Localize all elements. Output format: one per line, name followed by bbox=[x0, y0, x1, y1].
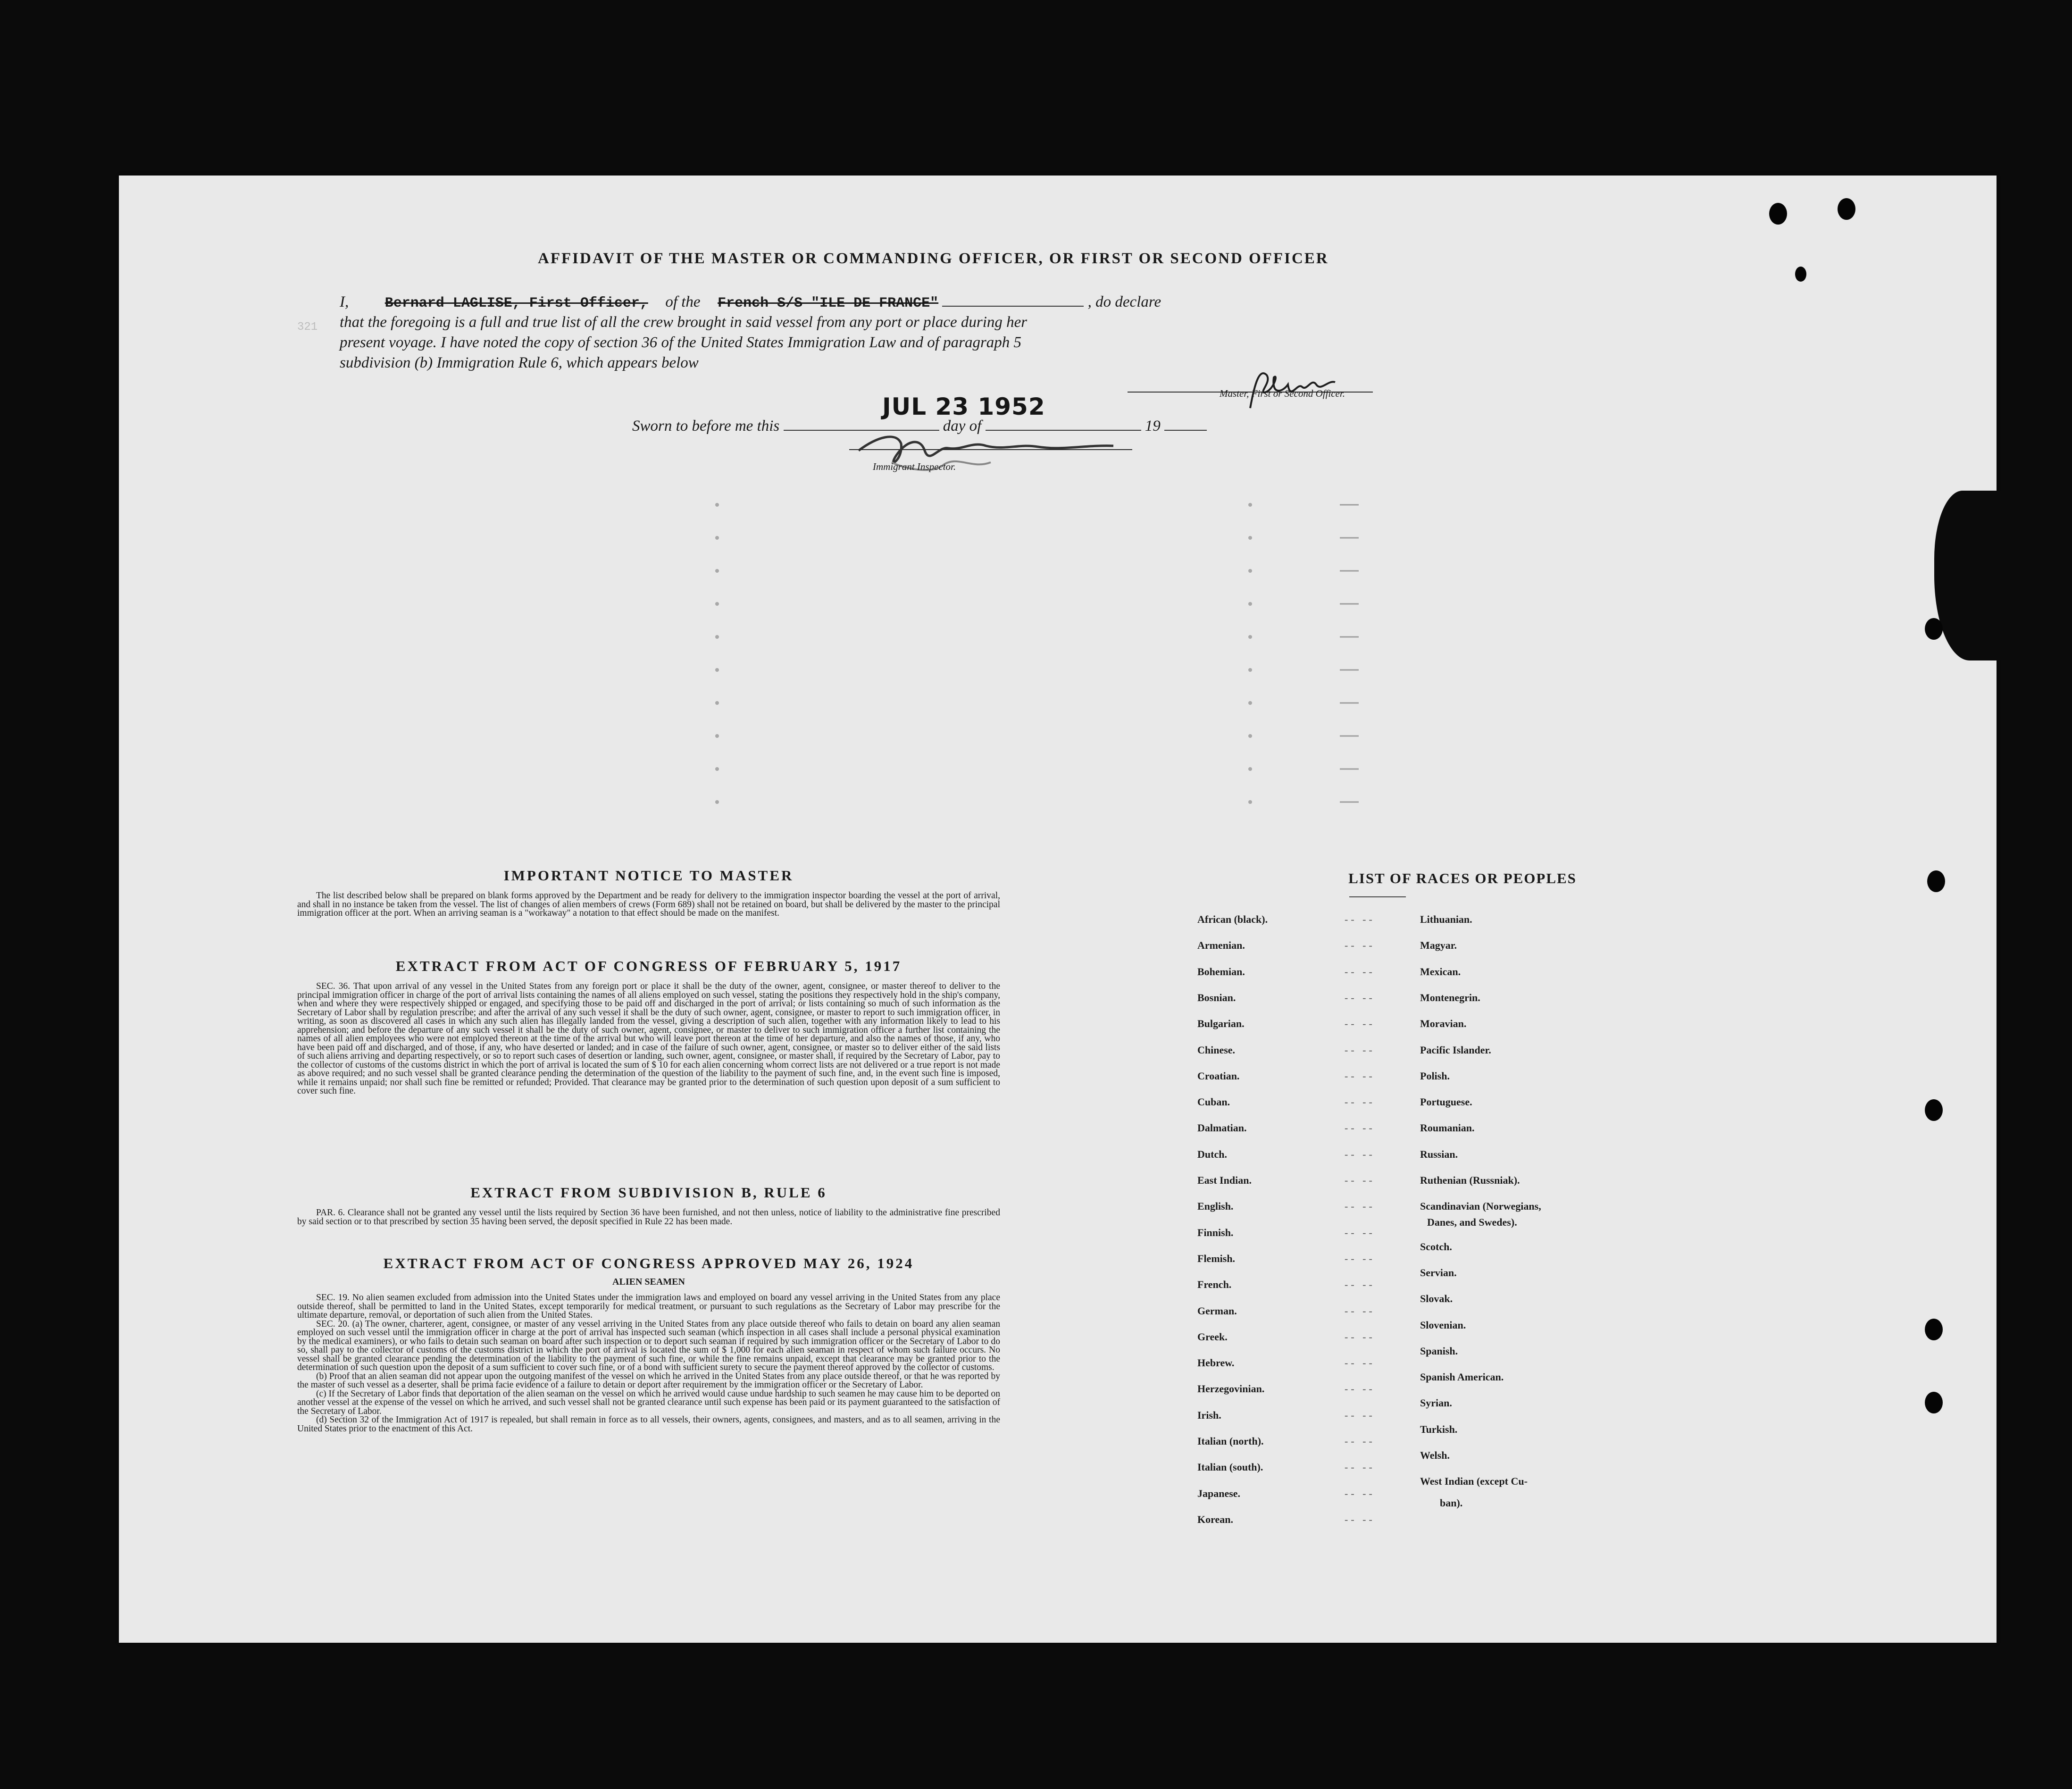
race-item-left: Bulgarian. bbox=[1197, 1018, 1245, 1030]
bleed-through-marks bbox=[708, 500, 1415, 830]
extract-1924-body bbox=[297, 1294, 1000, 1433]
date-stamp: JUL 23 1952 bbox=[882, 393, 1045, 420]
binder-hole bbox=[1925, 618, 1943, 640]
affidavit-line-3: present voyage. I have noted the copy of section 36 of the United States Immigration Law and of paragraph 5 bbox=[340, 334, 1022, 351]
race-item-left: Dutch. bbox=[1197, 1148, 1227, 1160]
race-item-left: Flemish. bbox=[1197, 1252, 1236, 1264]
notice-text: The list described below shall be prepared on blank forms approved by the Department and be ready for delivery to the immigration inspector boarding the vessel at the port of arrival, and shall in no instance be taken from the vessel. The list of changes of alien members of crews (Form 689) shall not be retained on board, but shall be delivered by the master to the principal immigration officer at the port. When an arriving seaman is a "workaway" a notation to that effect should be made on the manifest. bbox=[297, 891, 1000, 918]
race-item-left: Cuban. bbox=[1197, 1096, 1230, 1108]
race-item-right: Servian. bbox=[1420, 1266, 1457, 1279]
extract-1924-title: EXTRACT FROM ACT OF CONGRESS APPROVED MAY 26, 1924 bbox=[383, 1255, 914, 1271]
race-item-right: Ruthenian (Russniak). bbox=[1420, 1174, 1520, 1186]
affidavit-line-2: that the foregoing is a full and true list of all the crew brought in said vessel from any port or place during her bbox=[340, 314, 1028, 331]
race-item-right: Lithuanian. bbox=[1420, 913, 1472, 925]
race-item-right: Montenegrin. bbox=[1420, 991, 1480, 1003]
affidavit-declare: , do declare bbox=[1087, 293, 1161, 310]
day-of-text: day of bbox=[943, 418, 982, 435]
binder-hole bbox=[1925, 1392, 1943, 1413]
race-item-right: Slovenian. bbox=[1420, 1319, 1466, 1331]
race-item-right: Spanish. bbox=[1420, 1345, 1458, 1357]
binder-hole bbox=[1795, 267, 1806, 282]
race-dash: -- -- bbox=[1345, 965, 1375, 978]
race-dash: -- -- bbox=[1345, 1409, 1375, 1421]
sworn-text: Sworn to before me this bbox=[632, 418, 780, 435]
sec-20d-text: (d) Section 32 of the Immigration Act of 1917 is repealed, but shall remain in force as to all vessels, their owners, agents, consignees, and masters, and as to all seamen, arriving in the United States prior to the enactment of this Act. bbox=[297, 1415, 1000, 1434]
race-dash: -- -- bbox=[1345, 1174, 1375, 1186]
race-item-right: Roumanian. bbox=[1420, 1122, 1475, 1134]
race-dash: -- -- bbox=[1345, 1226, 1375, 1238]
year-prefix: 19 bbox=[1145, 418, 1161, 435]
race-item-left: Hebrew. bbox=[1197, 1357, 1235, 1369]
race-dash: -- -- bbox=[1345, 991, 1375, 1003]
race-dash: -- -- bbox=[1345, 1304, 1375, 1317]
race-item-right: Scandinavian (Norwegians, bbox=[1420, 1200, 1541, 1212]
race-item-right: Moravian. bbox=[1420, 1018, 1467, 1030]
sec-20a-text: SEC. 20. (a) The owner, charterer, agent, consignee, or master of any vessel arriving in the United States from any place outside thereof who fails to detain on board any alien seaman employed on such vessel until the immigration officer in charge at the port of arrival has inspected such seaman (which inspection in all cases shall include a personal physical examination by the medical examiners), or who fails to detain such seaman on board after such inspection or to deport such seaman if required by such immigration officer or the Secretary of Labor to do so, shall pay to the collector of customs of the customs district in which the port of arrival is located the sum of $ 1,000 for each alien seaman in respect of whom such failure occurs. No vessel shall be granted clearance pending the determination of the liability to the payment of such fine, or while the fine remains unpaid, except that clearance may be granted prior to the determination of such question upon the deposit of a sum sufficient to cover such fine, or of a bond with sufficient surety to secure the payment thereof approved by the collector of customs. bbox=[297, 1319, 1000, 1372]
race-item-left: Italian (south). bbox=[1197, 1461, 1263, 1473]
race-dash: -- -- bbox=[1345, 1383, 1375, 1395]
race-item-left: German. bbox=[1197, 1304, 1237, 1317]
subdivision-text: PAR. 6. Clearance shall not be granted any vessel until the lists required by Section 36 have been furnished, and not then unless, notice of liability to the administrative fine prescribed by said section or to that prescribed by section 35 having been served, the deposit specified in Rule 22 has been made. bbox=[297, 1208, 1000, 1227]
races-title: LIST OF RACES OR PEOPLES bbox=[1348, 870, 1577, 886]
affidavit-i: I, bbox=[340, 293, 349, 310]
race-item-right: Scotch. bbox=[1420, 1240, 1452, 1253]
race-dash: -- -- bbox=[1345, 1435, 1375, 1447]
race-dash: -- -- bbox=[1345, 939, 1375, 952]
inspector-label: Immigrant Inspector. bbox=[873, 461, 956, 472]
extract-1924-subtitle: ALIEN SEAMEN bbox=[612, 1277, 685, 1287]
officer-name: Bernard LAGLISE, First Officer, bbox=[384, 295, 648, 311]
race-item-left: Herzegovinian. bbox=[1197, 1383, 1265, 1395]
race-dash: -- -- bbox=[1345, 1461, 1375, 1473]
race-item-right: Polish. bbox=[1420, 1070, 1450, 1082]
sec-20c-text: (c) If the Secretary of Labor finds that deportation of the alien seaman on the vessel on which he arrived would cause undue hardship to such seamen he may cause him to be deported on another vessel at the expense of the vessel on which he arrived, and such vessel shall not be granted clearance until such expense has been paid or its payment guaranteed to the satisfaction of the Secretary of Labor. bbox=[297, 1388, 1000, 1416]
race-dash: -- -- bbox=[1345, 1122, 1375, 1134]
race-item-right: Russian. bbox=[1420, 1148, 1458, 1160]
race-dash: -- -- bbox=[1345, 1252, 1375, 1264]
binder-hole bbox=[1925, 1319, 1943, 1340]
inspector-signature bbox=[849, 418, 1132, 488]
race-dash: -- -- bbox=[1345, 1487, 1375, 1499]
race-dash: -- -- bbox=[1345, 913, 1375, 925]
binder-hole bbox=[1927, 870, 1945, 892]
race-item-right: Pacific Islander. bbox=[1420, 1044, 1491, 1056]
race-dash: -- -- bbox=[1345, 1279, 1375, 1291]
race-item-left: Armenian. bbox=[1197, 939, 1245, 952]
race-item-left: Italian (north). bbox=[1197, 1435, 1264, 1447]
race-item-left: Bosnian. bbox=[1197, 991, 1236, 1003]
race-item-left: Greek. bbox=[1197, 1330, 1228, 1343]
officer-label: Master, First or Second Officer. bbox=[1220, 388, 1345, 399]
margin-number: 321 bbox=[297, 321, 318, 334]
race-item-left: English. bbox=[1197, 1200, 1234, 1212]
race-item-right: Turkish. bbox=[1420, 1423, 1458, 1435]
race-item-right: Portuguese. bbox=[1420, 1096, 1472, 1108]
affidavit-line-1 bbox=[340, 293, 1161, 311]
race-item-scandinavian-cont: Danes, and Swedes). bbox=[1427, 1216, 1517, 1228]
race-dash: -- -- bbox=[1345, 1357, 1375, 1369]
binder-hole bbox=[1769, 203, 1787, 225]
race-dash: -- -- bbox=[1345, 1330, 1375, 1343]
affidavit-line-4: subdivision (b) Immigration Rule 6, which appears below bbox=[340, 354, 699, 371]
race-item-left: Korean. bbox=[1197, 1513, 1233, 1525]
race-dash: -- -- bbox=[1345, 1148, 1375, 1160]
notice-title: IMPORTANT NOTICE TO MASTER bbox=[503, 867, 794, 884]
race-item-left: East Indian. bbox=[1197, 1174, 1252, 1186]
race-dash: -- -- bbox=[1345, 1070, 1375, 1082]
race-item-left: Irish. bbox=[1197, 1409, 1221, 1421]
race-item-right: Syrian. bbox=[1420, 1397, 1452, 1409]
race-dash: -- -- bbox=[1345, 1513, 1375, 1525]
torn-edge bbox=[1934, 491, 2005, 660]
race-item-right: West Indian (except Cu- bbox=[1420, 1475, 1528, 1488]
race-item-right: Magyar. bbox=[1420, 939, 1457, 952]
race-dash: -- -- bbox=[1345, 1096, 1375, 1108]
race-item-right: Mexican. bbox=[1420, 965, 1461, 978]
vessel-name: French S/S "ILE DE FRANCE" bbox=[718, 295, 939, 311]
binder-hole bbox=[1838, 198, 1855, 220]
affidavit-of-the: of the bbox=[665, 293, 701, 310]
binder-hole bbox=[1925, 1099, 1943, 1121]
race-item-right: Slovak. bbox=[1420, 1293, 1453, 1305]
race-item-left: Croatian. bbox=[1197, 1070, 1240, 1082]
races-rule bbox=[1349, 896, 1406, 897]
race-item-left: Finnish. bbox=[1197, 1226, 1234, 1238]
extract-1917-text: SEC. 36. That upon arrival of any vessel in the United States from any foreign port or place it shall be the duty of the owner, agent, consignee, or master thereof to deliver to the principal immigration officer in charge of the port of arrival lists containing the names of all aliens employed on such vessel, stating the positions they respectively hold in the ship's company, when and where they were respectively shipped or engaged, and specifying those to be paid off and discharged in the port of arrival; or lists containing so much of such information as the Secretary of Labor shall by regulation prescribe; and after the arrival of any such vessel it shall be the duty of such owner, agent, consignee, or master to report to such immigration officer, in writing, as soon as discovered all cases in which any such alien has illegally landed from the vessel, giving a description of such alien, together with any information likely to lead to his apprehension; and before the departure of any such vessel it shall be the duty of such owner, agent, consignee, or master to deliver to such immigration officer a further list containing the names of all alien employees who were not employed thereon at the time of the arrival but who will leave port thereon at the time of her departure, and also the names of those, if any, who have been paid off and discharged, and of those, if any, who have deserted or landed; and in case of the failure of such owner, agent, consignee, or master so to deliver either of the said lists of such aliens arriving and departing respectively, or so to report such cases of desertion or landing, such owner, agent, consignee, or master shall, if required by the Secretary of Labor, pay to the collector of customs of the customs district in which the port of arrival is located the sum of $ 10 for each alien concerning whom correct lists are not delivered or a true report is not made as above required; and no such vessel shall be granted clearance pending the determination of the question of the liability to the payment of such fine, and, in the event such fine is imposed, while it remains unpaid; nor shall such fine be remitted or refunded; Provided. That clearance may be granted prior to the determination of such question upon deposit of a sum sufficient to cover such fine. bbox=[297, 981, 1000, 1096]
sec-19-text: SEC. 19. No alien seamen excluded from admission into the United States under the immigration laws and employed on board any vessel arriving in the United States from any place outside thereof, shall be permitted to land in the United States, except temporarily for medical treatment, or pursuant to such regulations as the Secretary of Labor may prescribe for the ultimate departure, removal, or deportation of such alien from the United States. bbox=[297, 1293, 1000, 1320]
race-item-right: Spanish American. bbox=[1420, 1371, 1504, 1383]
race-item-left: African (black). bbox=[1197, 913, 1268, 925]
race-item-right: Welsh. bbox=[1420, 1449, 1450, 1461]
race-item-left: Chinese. bbox=[1197, 1044, 1236, 1056]
extract-1917-title: EXTRACT FROM ACT OF CONGRESS OF FEBRUARY 5, 1917 bbox=[395, 958, 902, 974]
race-dash: -- -- bbox=[1345, 1200, 1375, 1212]
sec-20b-text: (b) Proof that an alien seaman did not appear upon the outgoing manifest of the vessel on which he arrived in the United States from any place outside thereof, or that he was reported by the master of such vessel as a deserter, shall be prima facie evidence of a failure to detain or deport after requirement by the immigration officer or the Secretary of Labor. bbox=[297, 1371, 1000, 1390]
subdivision-title: EXTRACT FROM SUBDIVISION B, RULE 6 bbox=[470, 1184, 827, 1201]
affidavit-title: AFFIDAVIT OF THE MASTER OR COMMANDING OFFICER, OR FIRST OR SECOND OFFICER bbox=[538, 250, 1329, 267]
race-item-west-indian-cont: ban). bbox=[1440, 1497, 1463, 1509]
race-item-left: Japanese. bbox=[1197, 1487, 1241, 1499]
race-dash: -- -- bbox=[1345, 1044, 1375, 1056]
race-item-left: French. bbox=[1197, 1279, 1232, 1291]
race-item-left: Dalmatian. bbox=[1197, 1122, 1247, 1134]
race-item-left: Bohemian. bbox=[1197, 965, 1245, 978]
race-dash: -- -- bbox=[1345, 1018, 1375, 1030]
